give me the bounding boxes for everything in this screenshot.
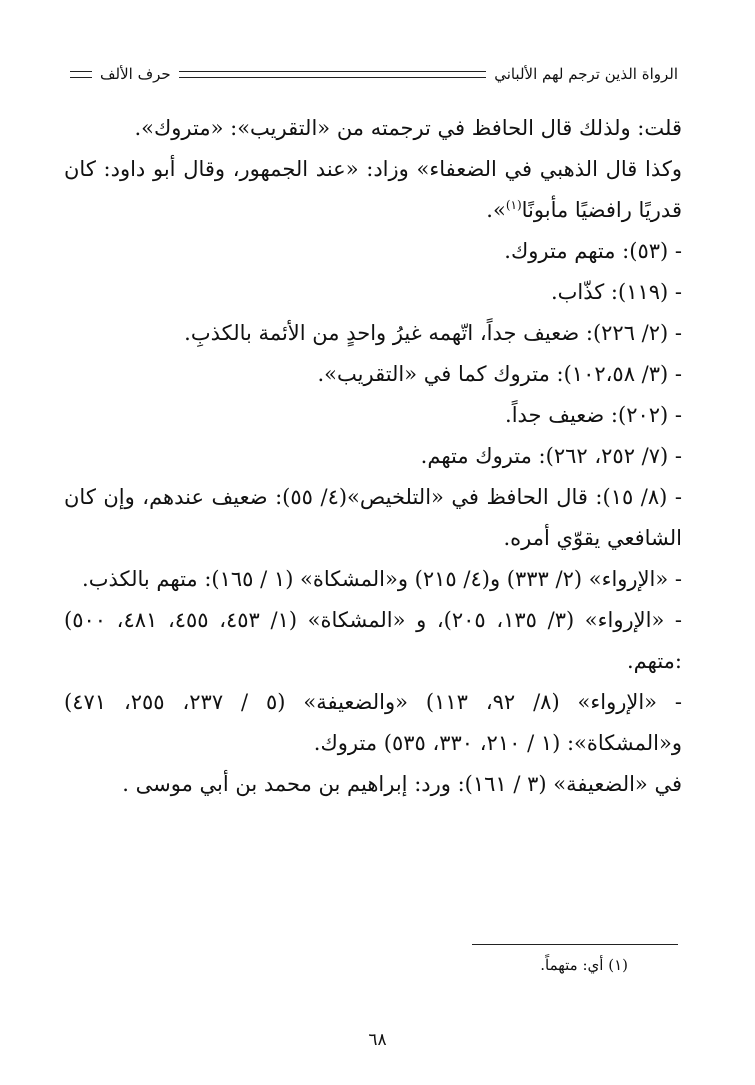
header-title: الرواة الذين ترجم لهم الألباني [494,65,678,83]
footnote: (١) أي: متهماً. [540,956,628,974]
paragraph: وكذا قال الذهبي في الضعفاء» وزاد: «عند الجمهور، وقال أبو داود: كان قدريًا رافضيًا مأبونًا$^{(١)}$». [64,157,682,222]
running-header [62,60,678,88]
list-item: - «الإرواء» (٨/ ٩٢، ١١٣) «والضعيفة» (٥ / ٢٣٧، ٢٥٥، ٤٧١) و«المشكاة»: (١ / ٢١٠، ٣٣٠، ٥٣٥) متروك. [64,690,683,755]
header-rule [179,71,487,78]
page-number: ٦٨ [368,1030,387,1050]
list-item: - (٥٣): متهم متروك. [504,239,682,263]
list-item: - (٢٠٢): ضعيف جداً. [505,403,682,427]
paragraph: في «الضعيفة» (٣ / ١٦١): ورد: إبراهيم بن محمد بن أبي موسى . [122,772,682,796]
header-section: حرف الألف [100,65,171,83]
list-item: - «الإرواء» (٢/ ٣٣٣) و(٤/ ٢١٥) و«المشكاة» (١ / ١٦٥): متهم بالكذب. [82,567,682,591]
list-item: - (٧/ ٢٥٢، ٢٦٢): متروك متهم. [420,444,682,468]
page-body [64,108,682,805]
list-item: - «الإرواء» (٣/ ١٣٥، ٢٠٥)، و «المشكاة» (١/ ٤٥٣، ٤٥٥، ٤٨١، ٥٠٠) :متهم. [64,608,683,673]
footnote-marker: (١) [505,198,522,212]
paragraph: قلت: ولذلك قال الحافظ في ترجمته من «التقريب»: «متروك». [134,116,682,140]
list-item: - (٣/ ١٠٢،٥٨): متروك كما في «التقريب». [317,362,682,386]
list-item: - (٢/ ٢٢٦): ضعيف جداً، اتّهمه غيرُ واحدٍ من الأئمة بالكذبِ. [184,321,682,345]
list-item: - (١١٩): كذّاب. [550,280,682,304]
header-rule-short [70,71,92,78]
list-item: - (٨/ ١٥): قال الحافظ في «التلخيص»(٤/ ٥٥): ضعيف عندهم، وإن كان الشافعي يقوّي أمره. [64,485,682,550]
footnote-rule [472,944,678,945]
